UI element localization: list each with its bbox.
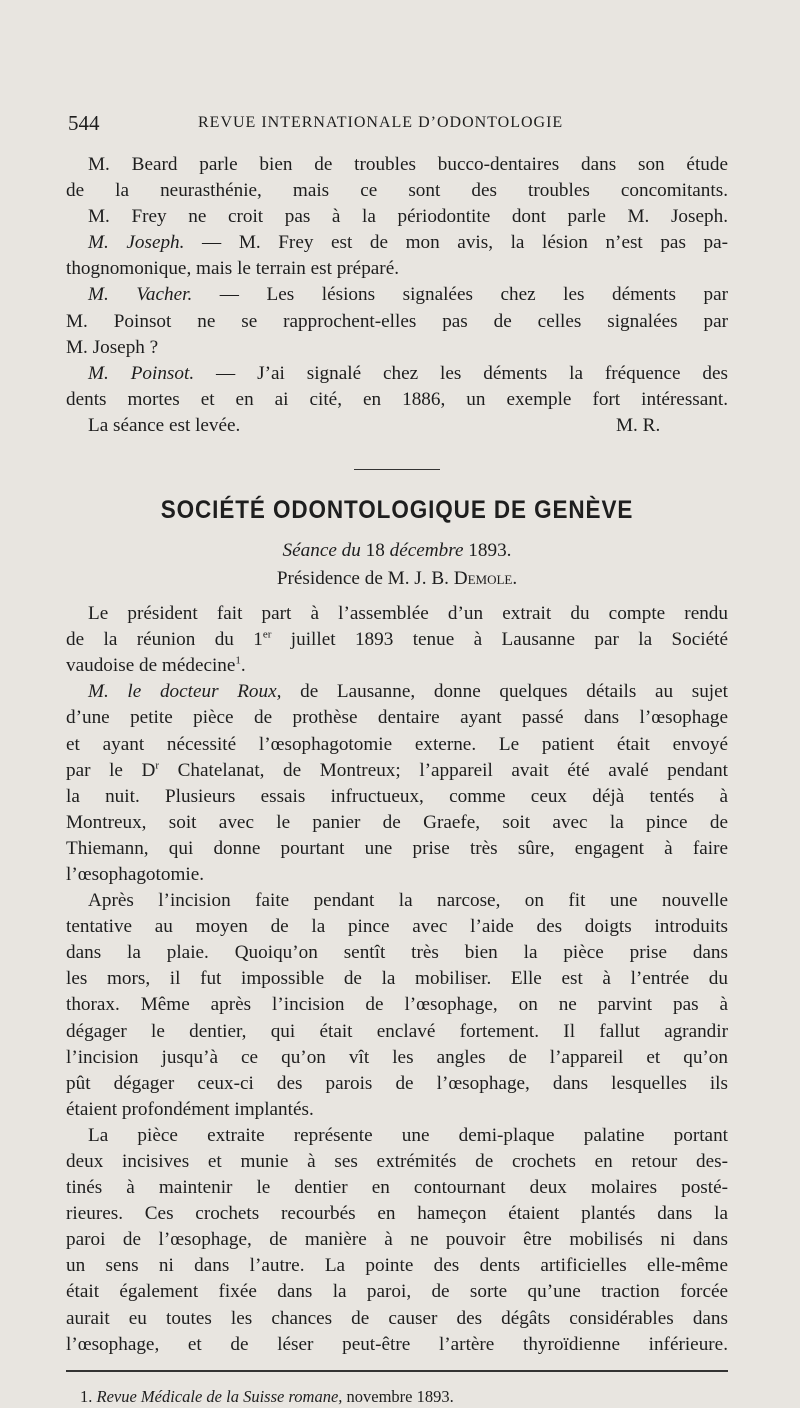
- text-line: les mors, il fut impossible de la mobiliser. Elle est à l’entrée du: [66, 968, 728, 990]
- text-line: un sens ni dans l’autre. La pointe des dents artificielles elle-même: [66, 1255, 728, 1277]
- section-separator: [354, 469, 440, 470]
- text-line: l’œsophage, et de léser peut-être l’artère thyroïdienne inférieure.: [66, 1333, 728, 1355]
- text-line: La pièce extraite représente une demi-plaque palatine portant: [88, 1124, 728, 1146]
- text-line: Le président fait part à l’assemblée d’un extrait du compte rendu: [88, 603, 728, 625]
- text-line: de la réunion du 1er juillet 1893 tenue à Lausanne par la Société: [66, 628, 728, 651]
- text-line: rieures. Ces crochets recourbés en hameçon étaient plantés dans la: [66, 1203, 728, 1225]
- footnote: 1. Revue Médicale de la Suisse romane, novembre 1893.: [80, 1386, 454, 1406]
- text-line: Thiemann, qui donne pourtant une prise très sûre, engagent à faire: [66, 837, 728, 859]
- text-line: la nuit. Plusieurs essais infructueux, comme ceux déjà tentés à: [66, 785, 728, 807]
- presidence-line: Présidence de M. J. B. Demole.: [276, 568, 518, 590]
- text-line: paroi de l’œsophage, de manière à ne pouvoir être mobilisés ni dans: [66, 1229, 728, 1251]
- signature-initials: M. R.: [616, 414, 661, 436]
- spacer: [66, 593, 728, 601]
- text-line: Montreux, soit avec le panier de Graefe, soit avec la pince de: [66, 811, 728, 833]
- text-line: M. le docteur Roux, de Lausanne, donne quelques détails au sujet: [88, 681, 728, 703]
- text-line: M. Joseph ?: [66, 336, 159, 358]
- text-line: deux incisives et munie à ses extrémités de crochets en retour des-: [66, 1151, 728, 1172]
- text-line: et ayant nécessité l’œsophagotomie externe. Le patient était envoyé: [66, 733, 728, 755]
- page-number: 544: [68, 111, 100, 135]
- text-line: M. Vacher. — Les lésions signalées chez les déments par: [88, 284, 728, 306]
- text-line: thorax. Même après l’incision de l’œsophage, on ne parvint pas à: [66, 994, 728, 1016]
- text-line: M. Poinsot. — J’ai signalé chez les déments la fréquence des: [88, 362, 728, 384]
- text-line: vaudoise de médecine$^1$.: [66, 654, 246, 677]
- text-line: tentative au moyen de la pince avec l’aide des doigts introduits: [66, 916, 728, 938]
- text-line: étaient profondément implantés.: [66, 1098, 314, 1120]
- text-line: M. Beard parle bien de troubles bucco-dentaires dans son étude: [88, 154, 728, 175]
- text-line: dans la plaie. Quoiqu’on sentît très bien la pièce prise dans: [66, 942, 728, 964]
- text-line: M. Poinsot ne se rapprochent-elles pas de celles signalées par: [66, 310, 728, 332]
- page-header: [68, 111, 728, 141]
- text-line: l’incision jusqu’à ce qu’on vît les angles de l’appareil et qu’on: [66, 1046, 728, 1068]
- speaker-name: M. le docteur Roux,: [88, 681, 282, 703]
- session-date: Séance du 18 décembre 1893.: [282, 540, 512, 562]
- running-title: REVUE INTERNATIONALE D’ODONTOLOGIE: [198, 114, 564, 131]
- text-line: M. Frey ne croit pas à la périodontite dont parle M. Joseph.: [88, 206, 728, 228]
- text-line: était également fixée dans la paroi, de sorte qu’une traction forcée: [66, 1281, 728, 1303]
- text-line: par le $D^r$ Chatelanat, de Montreux; l’appareil avait été avalé pendant: [66, 759, 728, 781]
- text-line: l’œsophagotomie.: [66, 863, 205, 885]
- text-line: tinés à maintenir le dentier en contournant deux molaires posté-: [66, 1177, 728, 1199]
- speaker-name: M. Poinsot.: [88, 362, 195, 384]
- footnote-ref: 1: [235, 654, 241, 667]
- text-line: thognomonique, mais le terrain est préparé.: [66, 258, 400, 280]
- text-line: aurait eu toutes les chances de causer des dégâts considérables dans: [66, 1307, 728, 1329]
- speaker-name: M. Vacher.: [88, 284, 193, 306]
- text-line: La séance est levée. M. R.: [66, 413, 728, 439]
- page-body: [66, 152, 728, 1408]
- text-line: dents mortes et en ai cité, en 1886, un exemple fort intéressant.: [66, 388, 728, 410]
- footnote-rule: [66, 1370, 728, 1372]
- text-line: M. Joseph. — M. Frey est de mon avis, la lésion n’est pas pa-: [88, 232, 729, 254]
- text-line: dégager le dentier, qui était enclavé fortement. Il fallut agrandir: [66, 1020, 728, 1042]
- text-line: de la neurasthénie, mais ce sont des troubles concomitants.: [66, 180, 728, 202]
- speaker-name: M. Joseph.: [88, 232, 185, 254]
- text-line: d’une petite pièce de prothèse dentaire ayant passé dans l’œsophage: [66, 707, 728, 729]
- section-title: SOCIÉTÉ ODONTOLOGIQUE DE GENÈVE: [160, 496, 634, 525]
- text-line: Après l’incision faite pendant la narcose, on fit une nouvelle: [88, 890, 728, 912]
- text-line: pût dégager ceux-ci des parois de l’œsophage, dans lesquelles ils: [66, 1072, 728, 1094]
